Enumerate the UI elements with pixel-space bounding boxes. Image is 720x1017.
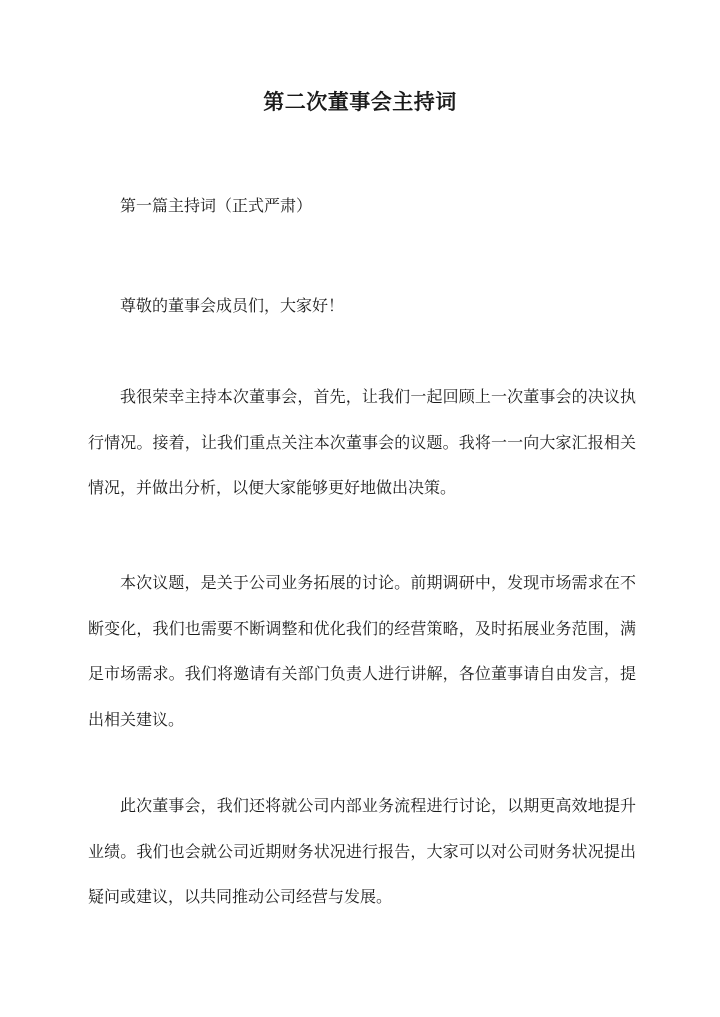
greeting-paragraph: 尊敬的董事会成员们，大家好！: [120, 296, 345, 315]
document-title: 第二次董事会主持词: [263, 89, 457, 114]
body-paragraph-1: 我很荣幸主持本次董事会，首先，让我们一起回顾上一次董事会的决议执行情况。接着，让我们重点关注本次董事会的议题。我将一一向大家汇报相关情况，并做出分析，以便大家能够更好地做出决策。: [88, 387, 636, 497]
section-heading: 第一篇主持词（正式严肃）: [120, 196, 313, 215]
body-paragraph-2: 本次议题，是关于公司业务拓展的讨论。前期调研中，发现市场需求在不断变化，我们也需要不断调整和优化我们的经营策略，及时拓展业务范围，满足市场需求。我们将邀请有关部门负责人进行讲解，各位董事请自由发言，提出相关建议。: [88, 573, 636, 729]
body-paragraph-3: 此次董事会，我们还将就公司内部业务流程进行讨论，以期更高效地提升业绩。我们也会就公司近期财务状况进行报告，大家可以对公司财务状况提出疑问或建议，以共同推动公司经营与发展。: [88, 796, 636, 906]
